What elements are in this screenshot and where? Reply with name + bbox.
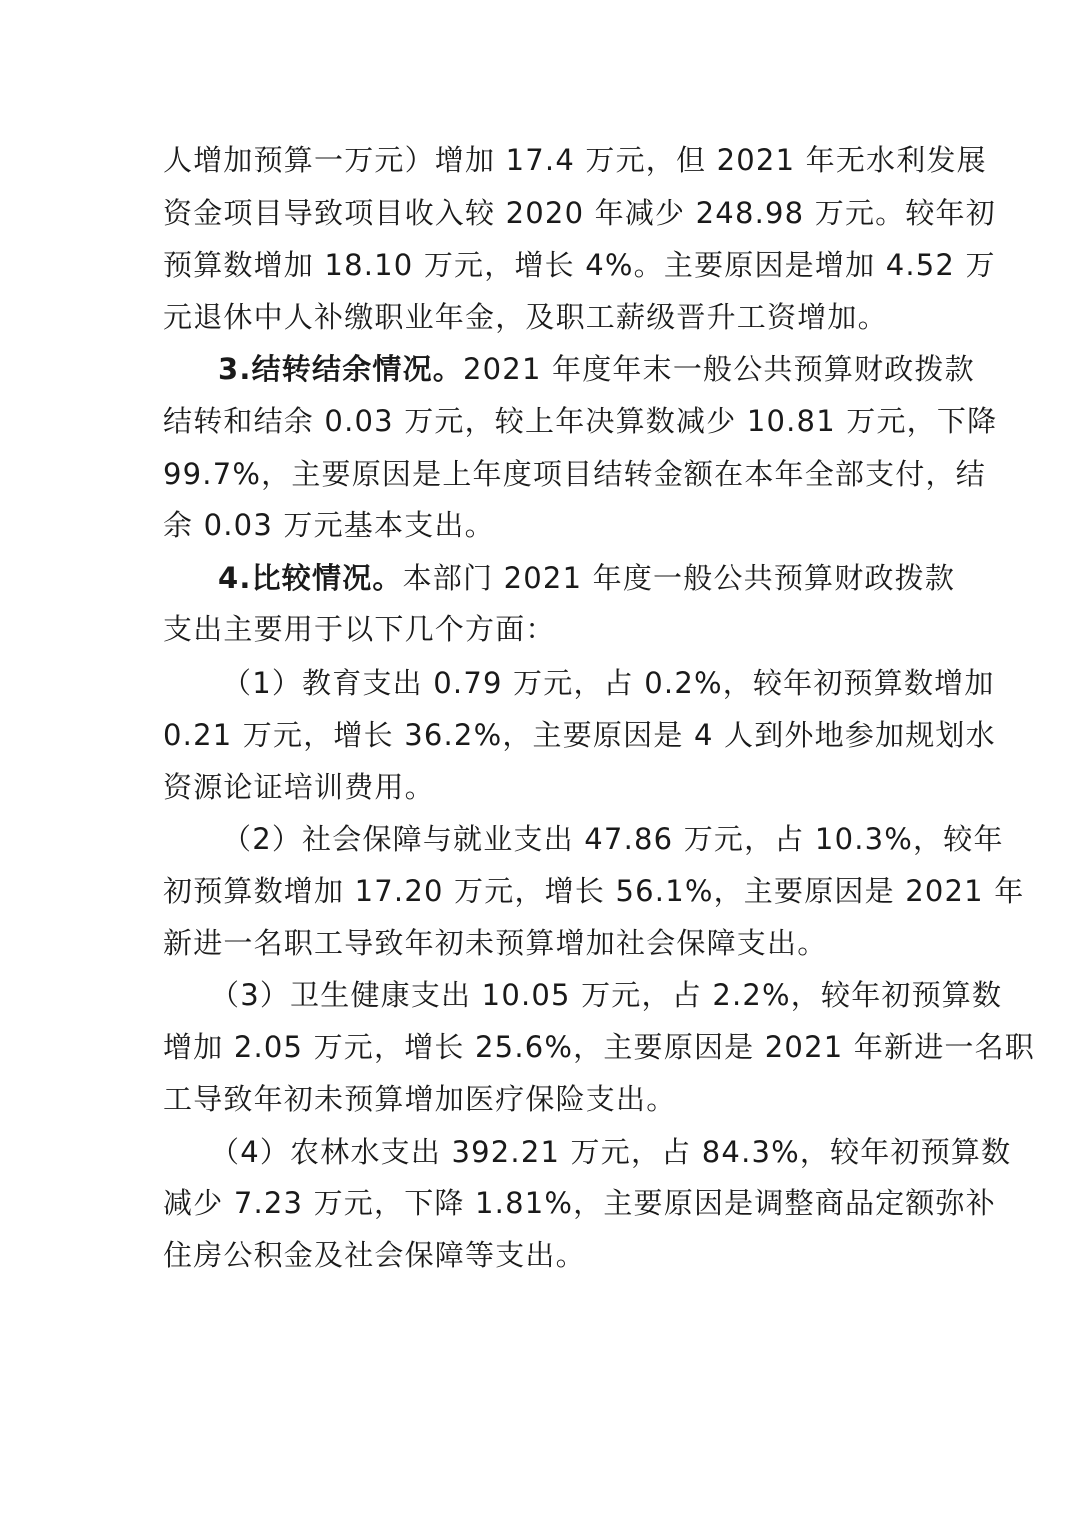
text-line: 新进一名职工导致年初未预算增加社会保障支出。 [163,926,828,960]
section-4-line [218,554,955,602]
text-line: （3）卫生健康支出 10.05 万元，占 2.2%，较年初预算数 [210,978,1003,1012]
text-line: 元退休中人补缴职业年金，及职工薪级晋升工资增加。 [163,300,888,334]
text-line: 住房公积金及社会保障等支出。 [163,1238,586,1272]
text-line: （4）农林水支出 392.21 万元，占 84.3%，较年初预算数 [210,1135,1012,1169]
text-line: 增加 2.05 万元，增长 25.6%，主要原因是 2021 年新进一名职 [163,1030,1035,1064]
text-line: 资金项目导致项目收入较 2020 年减少 248.98 万元。较年初 [163,196,996,230]
text-line: 人增加预算一万元）增加 17.4 万元，但 2021 年无水利发展 [163,143,987,177]
section-heading-4: 4.比较情况。 [218,561,403,595]
text-line: （2）社会保障与就业支出 47.86 万元，占 10.3%，较年 [222,822,1004,856]
section-heading-3: 3.结转结余情况。 [218,352,463,386]
text-line: 0.21 万元，增长 36.2%，主要原因是 4 人到外地参加规划水 [163,718,996,752]
text-line: 结转和结余 0.03 万元，较上年决算数减少 10.81 万元，下降 [163,404,998,438]
text-line: （1）教育支出 0.79 万元，占 0.2%，较年初预算数增加 [222,666,995,700]
text-line: 初预算数增加 17.20 万元，增长 56.1%，主要原因是 2021 年 [163,874,1025,908]
text-line: 支出主要用于以下几个方面： [163,612,556,646]
section-3-line [218,345,975,393]
text-line: 预算数增加 18.10 万元，增长 4%。主要原因是增加 4.52 万 [163,248,996,282]
section-3-text: 2021 年度年末一般公共预算财政拨款 [463,352,975,386]
text-line: 99.7%，主要原因是上年度项目结转金额在本年全部支付，结 [163,457,986,491]
section-4-text: 本部门 2021 年度一般公共预算财政拨款 [402,561,956,595]
text-line: 工导致年初未预算增加医疗保险支出。 [163,1082,677,1116]
text-line: 减少 7.23 万元，下降 1.81%，主要原因是调整商品定额弥补 [163,1186,996,1220]
text-line: 资源论证培训费用。 [163,770,435,804]
text-line: 余 0.03 万元基本支出。 [163,508,495,542]
